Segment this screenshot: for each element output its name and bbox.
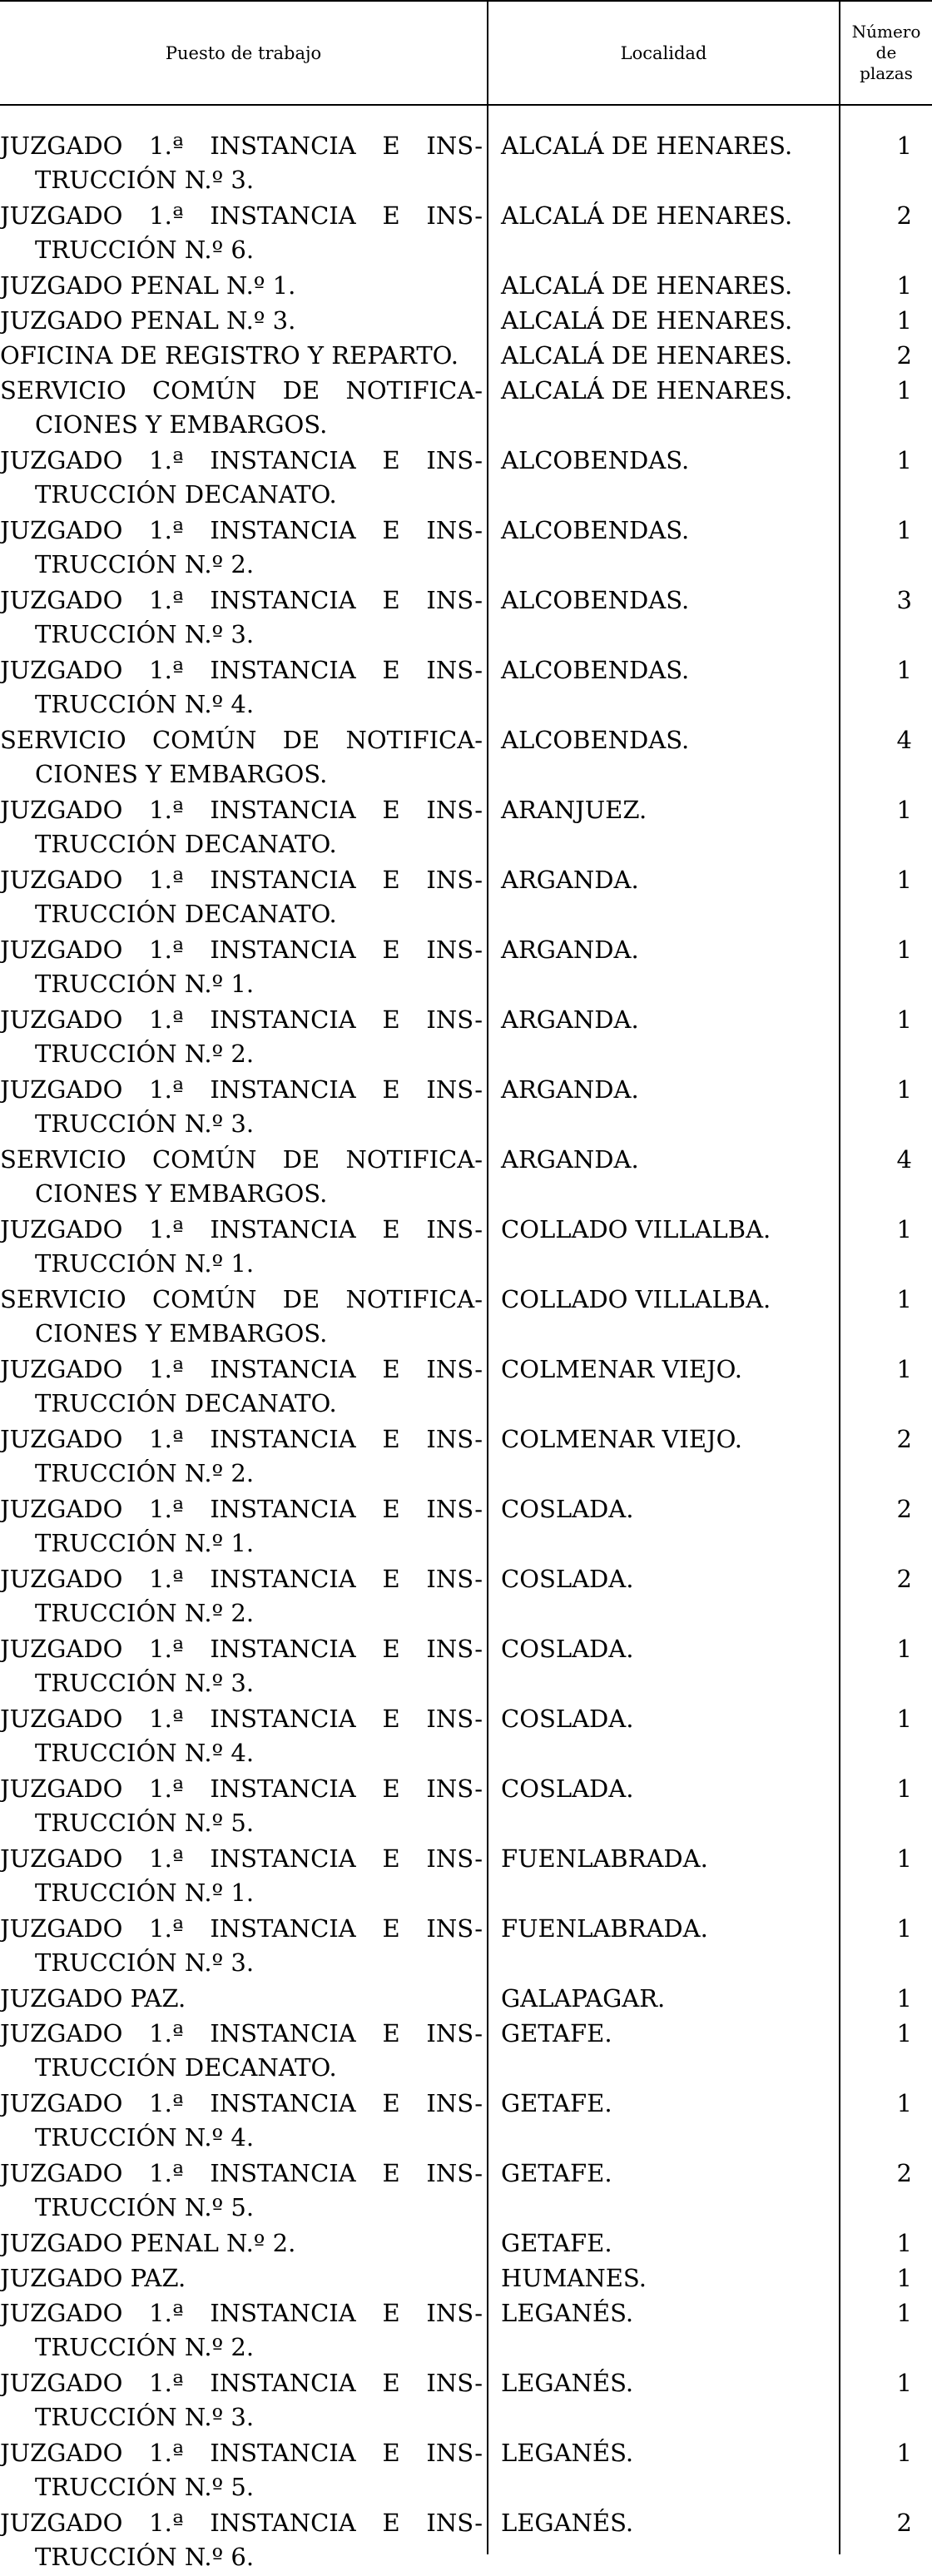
table-row — [0, 1982, 932, 2017]
puesto-line2: TRUCCIÓN N.º 5. — [35, 2193, 255, 2221]
table-row — [0, 2157, 932, 2226]
localidad-cell: ALCALÁ DE HENARES. — [501, 376, 793, 405]
puesto-cell — [0, 1842, 483, 1910]
puesto-cell — [0, 1492, 483, 1561]
plazas-cell: 1 — [896, 656, 912, 684]
puesto-line2: TRUCCIÓN N.º 3. — [35, 1109, 255, 1138]
puesto-cell — [0, 2261, 483, 2296]
puesto-line2: TRUCCIÓN DECANATO. — [35, 1389, 337, 1417]
puesto-cell — [0, 2157, 483, 2225]
localidad-cell: ALCOBENDAS. — [501, 726, 690, 754]
plazas-cell: 1 — [896, 2439, 912, 2467]
puesto-cell — [0, 1143, 483, 1211]
puesto-line1: JUZGADO PENAL N.º 1. — [0, 271, 296, 300]
plazas-cell: 1 — [896, 516, 912, 544]
puesto-cell — [0, 1422, 483, 1491]
puesto-line1: SERVICIO COMÚN DE NOTIFICA- — [0, 1285, 483, 1313]
puesto-cell — [0, 339, 483, 373]
puesto-line1: JUZGADO 1.ª INSTANCIA E INS- — [0, 516, 483, 544]
localidad-cell: LEGANÉS. — [501, 2369, 634, 2397]
plazas-cell: 1 — [896, 2299, 912, 2327]
localidad-cell: ALCALÁ DE HENARES. — [501, 341, 793, 370]
puesto-cell — [0, 863, 483, 931]
localidad-cell: COSLADA. — [501, 1774, 634, 1803]
table-row — [0, 514, 932, 583]
localidad-cell: FUENLABRADA. — [501, 1844, 708, 1873]
table-row — [0, 933, 932, 1003]
puesto-line2: TRUCCIÓN DECANATO. — [35, 900, 337, 928]
puesto-line2: TRUCCIÓN N.º 5. — [35, 1809, 255, 1837]
puesto-cell — [0, 793, 483, 861]
puesto-cell — [0, 1073, 483, 1141]
puesto-line2: TRUCCIÓN N.º 4. — [35, 1739, 255, 1767]
table-row — [0, 1073, 932, 1143]
plazas-cell: 2 — [896, 1495, 912, 1523]
puesto-line2: TRUCCIÓN N.º 3. — [35, 2403, 255, 2431]
table-row — [0, 1492, 932, 1562]
puesto-line2: TRUCCIÓN N.º 5. — [35, 2473, 255, 2501]
puesto-line1: JUZGADO 1.ª INSTANCIA E INS- — [0, 132, 483, 160]
plazas-cell: 4 — [896, 726, 912, 754]
plazas-cell: 1 — [896, 1774, 912, 1803]
puesto-line2: CIONES Y EMBARGOS. — [35, 1319, 328, 1348]
puesto-cell — [0, 1982, 483, 2016]
localidad-cell: GETAFE. — [501, 2089, 612, 2117]
table-row — [0, 2261, 932, 2296]
puesto-line2: TRUCCIÓN N.º 2. — [35, 2333, 255, 2361]
plazas-cell: 2 — [896, 1425, 912, 1453]
localidad-cell: ALCALÁ DE HENARES. — [501, 201, 793, 230]
puesto-line1: JUZGADO 1.ª INSTANCIA E INS- — [0, 2439, 483, 2467]
localidad-cell: GETAFE. — [501, 2159, 612, 2187]
localidad-cell: GETAFE. — [501, 2019, 612, 2047]
plazas-cell: 1 — [896, 1075, 912, 1104]
puesto-line1: JUZGADO 1.ª INSTANCIA E INS- — [0, 1844, 483, 1873]
puesto-line2: TRUCCIÓN N.º 3. — [35, 1948, 255, 1977]
table-row — [0, 1003, 932, 1073]
header-bottom-rule — [0, 104, 932, 106]
table-row — [0, 2436, 932, 2506]
puesto-cell — [0, 1772, 483, 1840]
puesto-line2: TRUCCIÓN N.º 1. — [35, 1879, 255, 1907]
table-row — [0, 1912, 932, 1982]
puesto-line1: JUZGADO 1.ª INSTANCIA E INS- — [0, 1705, 483, 1733]
puesto-cell — [0, 723, 483, 792]
localidad-cell: LEGANÉS. — [501, 2439, 634, 2467]
plazas-cell: 1 — [896, 2229, 912, 2257]
puesto-line2: TRUCCIÓN N.º 2. — [35, 1459, 255, 1487]
puesto-line1: JUZGADO 1.ª INSTANCIA E INS- — [0, 1774, 483, 1803]
table-row — [0, 1143, 932, 1213]
localidad-cell: ARGANDA. — [501, 866, 639, 894]
plazas-cell: 1 — [896, 1355, 912, 1383]
header-numero-line3: plazas — [860, 63, 913, 83]
puesto-line2: TRUCCIÓN N.º 2. — [35, 1040, 255, 1068]
localidad-cell: COLMENAR VIEJO. — [501, 1355, 742, 1383]
localidad-cell: ARGANDA. — [501, 1005, 639, 1034]
header-puesto: Puesto de trabajo — [165, 42, 322, 63]
table-row — [0, 2087, 932, 2157]
table-row — [0, 1562, 932, 1632]
puesto-line1: JUZGADO 1.ª INSTANCIA E INS- — [0, 446, 483, 474]
localidad-cell: COSLADA. — [501, 1565, 634, 1593]
puesto-cell — [0, 1912, 483, 1980]
localidad-cell: ALCOBENDAS. — [501, 586, 690, 614]
puesto-line1: JUZGADO 1.ª INSTANCIA E INS- — [0, 1914, 483, 1943]
plazas-cell: 1 — [896, 866, 912, 894]
plazas-cell: 2 — [896, 1565, 912, 1593]
plazas-cell: 4 — [896, 1145, 912, 1174]
plazas-cell: 2 — [896, 2509, 912, 2537]
puesto-cell — [0, 1283, 483, 1351]
puesto-line1: JUZGADO 1.ª INSTANCIA E INS- — [0, 2299, 483, 2327]
localidad-cell: COLLADO VILLALBA. — [501, 1215, 771, 1243]
puesto-cell — [0, 269, 483, 303]
localidad-cell: ARGANDA. — [501, 936, 639, 964]
plazas-cell: 1 — [896, 271, 912, 300]
plazas-cell: 1 — [896, 2019, 912, 2047]
puesto-cell — [0, 933, 483, 1001]
puesto-cell — [0, 2087, 483, 2155]
table-row — [0, 2366, 932, 2436]
localidad-cell: ALCALÁ DE HENARES. — [501, 132, 793, 160]
plazas-cell: 1 — [896, 1844, 912, 1873]
plazas-cell: 1 — [896, 2369, 912, 2397]
plazas-cell: 2 — [896, 2159, 912, 2187]
puesto-cell — [0, 1632, 483, 1700]
plazas-cell: 1 — [896, 1635, 912, 1663]
plazas-cell: 1 — [896, 1984, 912, 2013]
puesto-cell — [0, 1353, 483, 1421]
puesto-line1: JUZGADO 1.ª INSTANCIA E INS- — [0, 796, 483, 824]
table-row — [0, 1632, 932, 1702]
puesto-cell — [0, 514, 483, 582]
plazas-cell: 1 — [896, 306, 912, 335]
table-row — [0, 863, 932, 933]
table-row — [0, 793, 932, 863]
table-row — [0, 129, 932, 199]
table-row — [0, 1702, 932, 1772]
table-row — [0, 1772, 932, 1842]
plazas-cell: 3 — [896, 586, 912, 614]
localidad-cell: ARANJUEZ. — [501, 796, 647, 824]
puesto-cell — [0, 199, 483, 267]
plazas-cell: 1 — [896, 1705, 912, 1733]
localidad-cell: HUMANES. — [501, 2264, 647, 2292]
table-row — [0, 2506, 932, 2576]
puesto-line2: TRUCCIÓN DECANATO. — [35, 2053, 337, 2082]
puesto-line1: JUZGADO PENAL N.º 3. — [0, 306, 296, 335]
plazas-cell: 1 — [896, 132, 912, 160]
puesto-line2: TRUCCIÓN N.º 6. — [35, 2543, 255, 2571]
table-row — [0, 1283, 932, 1353]
puesto-cell — [0, 444, 483, 512]
table-row — [0, 1842, 932, 1912]
localidad-cell: ALCALÁ DE HENARES. — [501, 271, 793, 300]
puesto-line2: CIONES Y EMBARGOS. — [35, 410, 328, 439]
puesto-line2: TRUCCIÓN N.º 3. — [35, 1669, 255, 1697]
puesto-line1: JUZGADO PAZ. — [0, 1984, 186, 2013]
puesto-line1: JUZGADO 1.ª INSTANCIA E INS- — [0, 2019, 483, 2047]
puesto-line1: JUZGADO 1.ª INSTANCIA E INS- — [0, 1425, 483, 1453]
table-row — [0, 1353, 932, 1422]
puesto-cell — [0, 304, 483, 338]
plazas-cell: 1 — [896, 2264, 912, 2292]
puesto-cell — [0, 1562, 483, 1630]
puesto-line1: SERVICIO COMÚN DE NOTIFICA- — [0, 726, 483, 754]
localidad-cell: ALCOBENDAS. — [501, 516, 690, 544]
plazas-cell: 2 — [896, 341, 912, 370]
puesto-line2: CIONES Y EMBARGOS. — [35, 760, 328, 788]
localidad-cell: LEGANÉS. — [501, 2299, 634, 2327]
localidad-cell: COLMENAR VIEJO. — [501, 1425, 742, 1453]
puesto-cell — [0, 2226, 483, 2261]
puesto-line1: JUZGADO 1.ª INSTANCIA E INS- — [0, 1215, 483, 1243]
puesto-line1: JUZGADO 1.ª INSTANCIA E INS- — [0, 1495, 483, 1523]
puesto-line2: CIONES Y EMBARGOS. — [35, 1179, 328, 1208]
puesto-line1: OFICINA DE REGISTRO Y REPARTO. — [0, 341, 459, 370]
table-row — [0, 1422, 932, 1492]
puesto-line2: TRUCCIÓN N.º 3. — [35, 166, 255, 194]
table-row — [0, 304, 932, 339]
table-row — [0, 374, 932, 444]
table-row — [0, 653, 932, 723]
puesto-line1: SERVICIO COMÚN DE NOTIFICA- — [0, 376, 483, 405]
puesto-line1: SERVICIO COMÚN DE NOTIFICA- — [0, 1145, 483, 1174]
puesto-cell — [0, 583, 483, 652]
plazas-cell: 1 — [896, 1285, 912, 1313]
localidad-cell: GETAFE. — [501, 2229, 612, 2257]
puesto-cell — [0, 1702, 483, 1770]
localidad-cell: ALCOBENDAS. — [501, 656, 690, 684]
header-localidad: Localidad — [620, 42, 707, 63]
puesto-cell — [0, 2366, 483, 2435]
table-row — [0, 269, 932, 304]
puesto-line1: JUZGADO 1.ª INSTANCIA E INS- — [0, 656, 483, 684]
table-row — [0, 339, 932, 374]
puesto-line2: TRUCCIÓN N.º 1. — [35, 1529, 255, 1557]
plazas-cell: 2 — [896, 201, 912, 230]
puesto-cell — [0, 653, 483, 722]
puesto-line1: JUZGADO 1.ª INSTANCIA E INS- — [0, 866, 483, 894]
puesto-cell — [0, 1213, 483, 1281]
puesto-line2: TRUCCIÓN N.º 2. — [35, 1599, 255, 1627]
localidad-cell: ALCOBENDAS. — [501, 446, 690, 474]
table-row — [0, 583, 932, 653]
localidad-cell: COLLADO VILLALBA. — [501, 1285, 771, 1313]
table-row — [0, 2226, 932, 2261]
puesto-line2: TRUCCIÓN N.º 4. — [35, 2123, 255, 2152]
puesto-line2: TRUCCIÓN N.º 2. — [35, 550, 255, 578]
localidad-cell: COSLADA. — [501, 1495, 634, 1523]
puesto-cell — [0, 2296, 483, 2365]
puesto-cell — [0, 1003, 483, 1071]
puesto-line2: TRUCCIÓN N.º 1. — [35, 1249, 255, 1278]
puesto-line1: JUZGADO 1.ª INSTANCIA E INS- — [0, 2369, 483, 2397]
localidad-cell: FUENLABRADA. — [501, 1914, 708, 1943]
puesto-line2: TRUCCIÓN N.º 4. — [35, 690, 255, 718]
localidad-cell: LEGANÉS. — [501, 2509, 634, 2537]
table-row — [0, 2296, 932, 2366]
puesto-line2: TRUCCIÓN N.º 6. — [35, 236, 255, 264]
puesto-line1: JUZGADO 1.ª INSTANCIA E INS- — [0, 2089, 483, 2117]
table-row — [0, 444, 932, 514]
puesto-line1: JUZGADO 1.ª INSTANCIA E INS- — [0, 1005, 483, 1034]
puesto-line1: JUZGADO 1.ª INSTANCIA E INS- — [0, 936, 483, 964]
puesto-line1: JUZGADO PENAL N.º 2. — [0, 2229, 296, 2257]
plazas-cell: 1 — [896, 1215, 912, 1243]
puesto-cell — [0, 2436, 483, 2504]
table-row — [0, 1213, 932, 1283]
puesto-line2: TRUCCIÓN N.º 1. — [35, 970, 255, 998]
plazas-cell: 1 — [896, 1005, 912, 1034]
plazas-cell: 1 — [896, 936, 912, 964]
puesto-line1: JUZGADO 1.ª INSTANCIA E INS- — [0, 586, 483, 614]
plazas-cell: 1 — [896, 376, 912, 405]
plazas-cell: 1 — [896, 796, 912, 824]
puesto-line1: JUZGADO 1.ª INSTANCIA E INS- — [0, 2159, 483, 2187]
header-numero-line2: de — [875, 42, 897, 62]
puesto-line1: JUZGADO 1.ª INSTANCIA E INS- — [0, 2509, 483, 2537]
puesto-line1: JUZGADO 1.ª INSTANCIA E INS- — [0, 1565, 483, 1593]
localidad-cell: GALAPAGAR. — [501, 1984, 666, 2013]
plazas-cell: 1 — [896, 446, 912, 474]
puesto-line2: TRUCCIÓN DECANATO. — [35, 830, 337, 858]
localidad-cell: ARGANDA. — [501, 1075, 639, 1104]
header-numero-line1: Número — [851, 22, 921, 42]
puesto-cell — [0, 129, 483, 197]
table-row — [0, 199, 932, 269]
puesto-line1: JUZGADO 1.ª INSTANCIA E INS- — [0, 201, 483, 230]
puesto-line2: TRUCCIÓN DECANATO. — [35, 480, 337, 509]
puesto-cell — [0, 374, 483, 442]
localidad-cell: COSLADA. — [501, 1705, 634, 1733]
puesto-line2: TRUCCIÓN N.º 3. — [35, 620, 255, 648]
localidad-cell: COSLADA. — [501, 1635, 634, 1663]
plazas-cell: 1 — [896, 2089, 912, 2117]
puesto-cell — [0, 2017, 483, 2085]
localidad-cell: ALCALÁ DE HENARES. — [501, 306, 793, 335]
table-row — [0, 723, 932, 793]
header-numero-plazas — [840, 2, 932, 104]
puesto-cell — [0, 2506, 483, 2574]
puesto-line1: JUZGADO 1.ª INSTANCIA E INS- — [0, 1355, 483, 1383]
puesto-line1: JUZGADO 1.ª INSTANCIA E INS- — [0, 1635, 483, 1663]
localidad-cell: ARGANDA. — [501, 1145, 639, 1174]
plazas-cell: 1 — [896, 1914, 912, 1943]
puesto-line1: JUZGADO 1.ª INSTANCIA E INS- — [0, 1075, 483, 1104]
table-row — [0, 2017, 932, 2087]
puesto-line1: JUZGADO PAZ. — [0, 2264, 186, 2292]
